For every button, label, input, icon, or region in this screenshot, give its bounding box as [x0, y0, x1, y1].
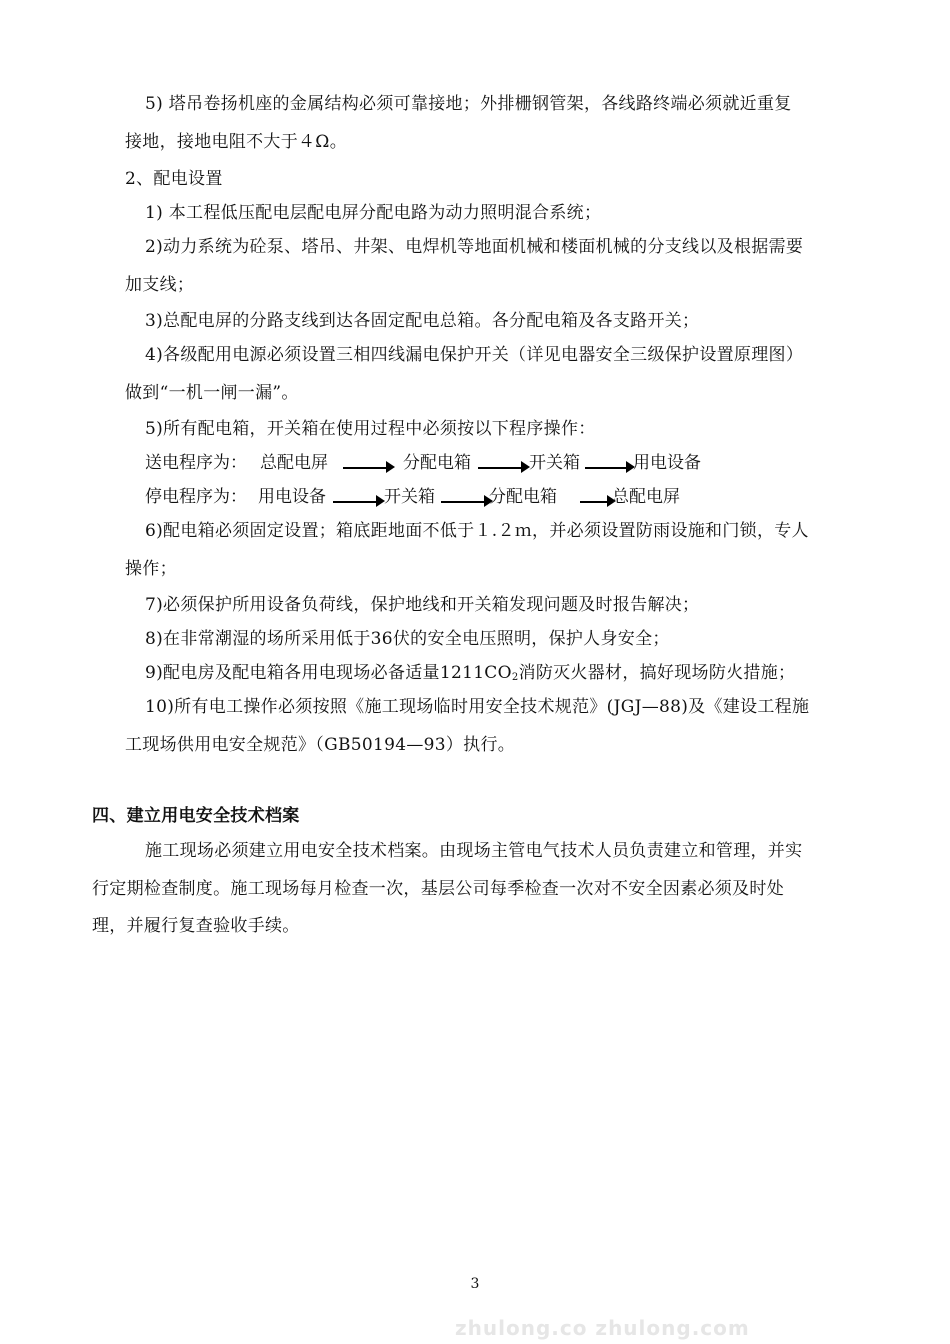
- item-3: 3)总配电屏的分路支线到达各固定配电总箱。各分配电箱及各支路开关；: [145, 311, 700, 331]
- item-4-line1: 4)各级配用电源必须设置三相四线漏电保护开关（详见电器安全三级保护设置原理图）: [145, 345, 804, 365]
- item-7: 7)必须保护所用设备负荷线，保护地线和开关箱发现问题及时报告解决；: [145, 595, 700, 615]
- arrow-icon: [585, 456, 635, 468]
- item-1: 1) 本工程低压配电层配电屏分配电路为动力照明混合系统；: [145, 203, 602, 223]
- send-power-flow: [145, 450, 845, 476]
- item-9-text-b: 消防灭火器材，搞好现场防火措施；: [518, 663, 796, 683]
- item-9-text-a: 9)配电房及配电箱各用电现场必备适量1211CO: [145, 663, 512, 683]
- send-step-1: 总配电屏: [260, 453, 328, 473]
- page-number: 3: [470, 1276, 480, 1292]
- arrow-icon: [333, 490, 385, 502]
- item-4-line2: 做到“一机一闸一漏”。: [125, 383, 299, 403]
- send-step-2: 分配电箱: [403, 453, 471, 473]
- arrow-icon: [343, 456, 395, 468]
- section-2-title: 2、配电设置: [125, 169, 223, 189]
- stop-step-4: 总配电屏: [612, 487, 680, 507]
- item-10-line2: 工现场供用电安全规范》（GB50194—93）执行。: [125, 735, 516, 755]
- send-step-4: 用电设备: [633, 453, 701, 473]
- arrow-icon: [441, 490, 493, 502]
- arrow-icon: [478, 456, 530, 468]
- item-9: [145, 660, 885, 691]
- item-8: 8)在非常潮湿的场所采用低于36伏的安全电压照明，保护人身安全；: [145, 629, 670, 649]
- item-2-line1: 2)动力系统为砼泵、塔吊、井架、电焊机等地面机械和楼面机械的分支线以及根据需要: [145, 237, 804, 257]
- item-5-grounding-line2: 接地，接地电阻不大于４Ω。: [125, 132, 347, 152]
- stop-flow-label: 停电程序为：: [145, 487, 247, 507]
- item-5-grounding-line1: 5) 塔吊卷扬机座的金属结构必须可靠接地；外排栅钢管架，各线路终端必须就近重复: [145, 94, 792, 114]
- stop-step-3: 分配电箱: [489, 487, 557, 507]
- section-4-para-line3: 理，并履行复查验收手续。: [92, 916, 300, 936]
- watermark: zhulong.co zhulong.com: [455, 1316, 750, 1340]
- item-2-line2: 加支线；: [125, 275, 195, 295]
- section-4-para-line1: 施工现场必须建立用电安全技术档案。由现场主管电气技术人员负责建立和管理，并实: [145, 841, 803, 861]
- stop-step-2: 开关箱: [384, 487, 435, 507]
- send-flow-label: 送电程序为：: [145, 453, 247, 473]
- arrow-icon: [580, 490, 616, 502]
- item-6-line2: 操作；: [125, 559, 177, 579]
- item-10-line1: 10)所有电工操作必须按照《施工现场临时用安全技术规范》(JGJ—88)及《建设工程施: [145, 697, 810, 717]
- item-6-line1: 6)配电箱必须固定设置；箱底距地面不低于１.２ｍ，并必须设置防雨设施和门锁，专人: [145, 521, 809, 541]
- item-5-procedure: 5)所有配电箱，开关箱在使用过程中必须按以下程序操作：: [145, 419, 596, 439]
- send-step-3: 开关箱: [529, 453, 580, 473]
- stop-step-1: 用电设备: [258, 487, 326, 507]
- section-4-title: 四、建立用电安全技术档案: [92, 806, 300, 826]
- stop-power-flow: [145, 484, 845, 510]
- section-4-para-line2: 行定期检查制度。施工现场每月检查一次，基层公司每季检查一次对不安全因素必须及时处: [92, 879, 784, 899]
- item-9-subscript: 2: [511, 672, 519, 683]
